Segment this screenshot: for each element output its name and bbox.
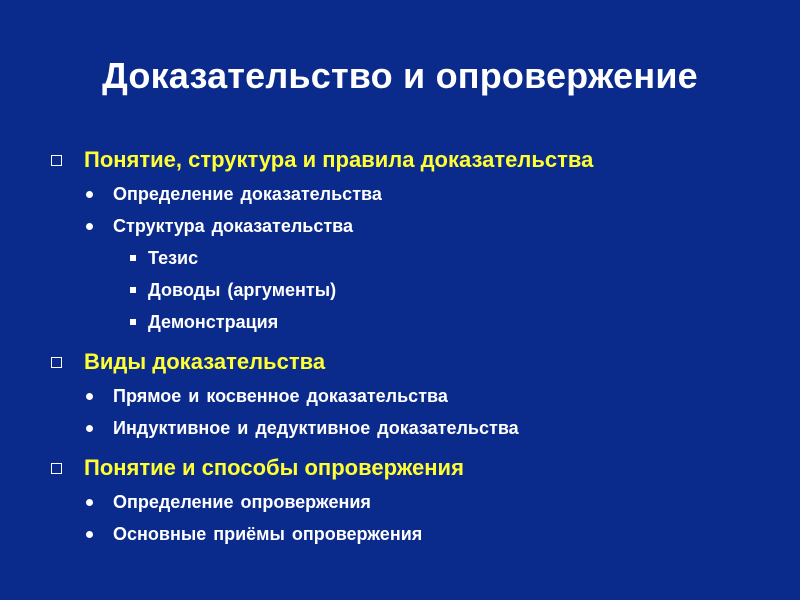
sublist-item [48, 306, 778, 338]
list-item-label: Структура доказательства [113, 215, 354, 236]
filled-square-icon [130, 287, 136, 293]
slide-title: Доказательство и опровержение [102, 55, 698, 96]
sublist-item-label: Демонстрация [148, 311, 279, 332]
hollow-square-icon [51, 155, 62, 166]
filled-square-icon [130, 255, 136, 261]
list-item-label: Определение доказательства [113, 183, 382, 204]
round-bullet-icon [86, 393, 93, 400]
list-item-label: Основные приёмы опровержения [113, 523, 423, 544]
sublist-item-label: Тезис [148, 247, 199, 268]
sublist-item [48, 274, 778, 306]
list-item [48, 486, 778, 518]
section-label: Понятие, структура и правила доказательства [84, 147, 594, 172]
round-bullet-icon [86, 531, 93, 538]
section-heading [48, 450, 778, 486]
list-item [48, 178, 778, 210]
round-bullet-icon [86, 191, 93, 198]
section-label: Понятие и способы опровержения [84, 455, 464, 480]
list-item-label: Индуктивное и дедуктивное доказательства [113, 417, 519, 438]
section-label: Виды доказательства [84, 349, 326, 374]
section-heading [48, 142, 778, 178]
list-item-label: Определение опровержения [113, 491, 371, 512]
sublist-item [48, 242, 778, 274]
hollow-square-icon [51, 463, 62, 474]
round-bullet-icon [86, 499, 93, 506]
sublist-item-label: Доводы (аргументы) [148, 279, 337, 300]
list-item [48, 518, 778, 550]
hollow-square-icon [51, 357, 62, 368]
list-item [48, 380, 778, 412]
list-item-label: Прямое и косвенное доказательства [113, 385, 448, 406]
filled-square-icon [130, 319, 136, 325]
slide-content [48, 142, 778, 550]
list-item [48, 412, 778, 444]
round-bullet-icon [86, 223, 93, 230]
round-bullet-icon [86, 425, 93, 432]
list-item [48, 210, 778, 242]
section-heading [48, 344, 778, 380]
